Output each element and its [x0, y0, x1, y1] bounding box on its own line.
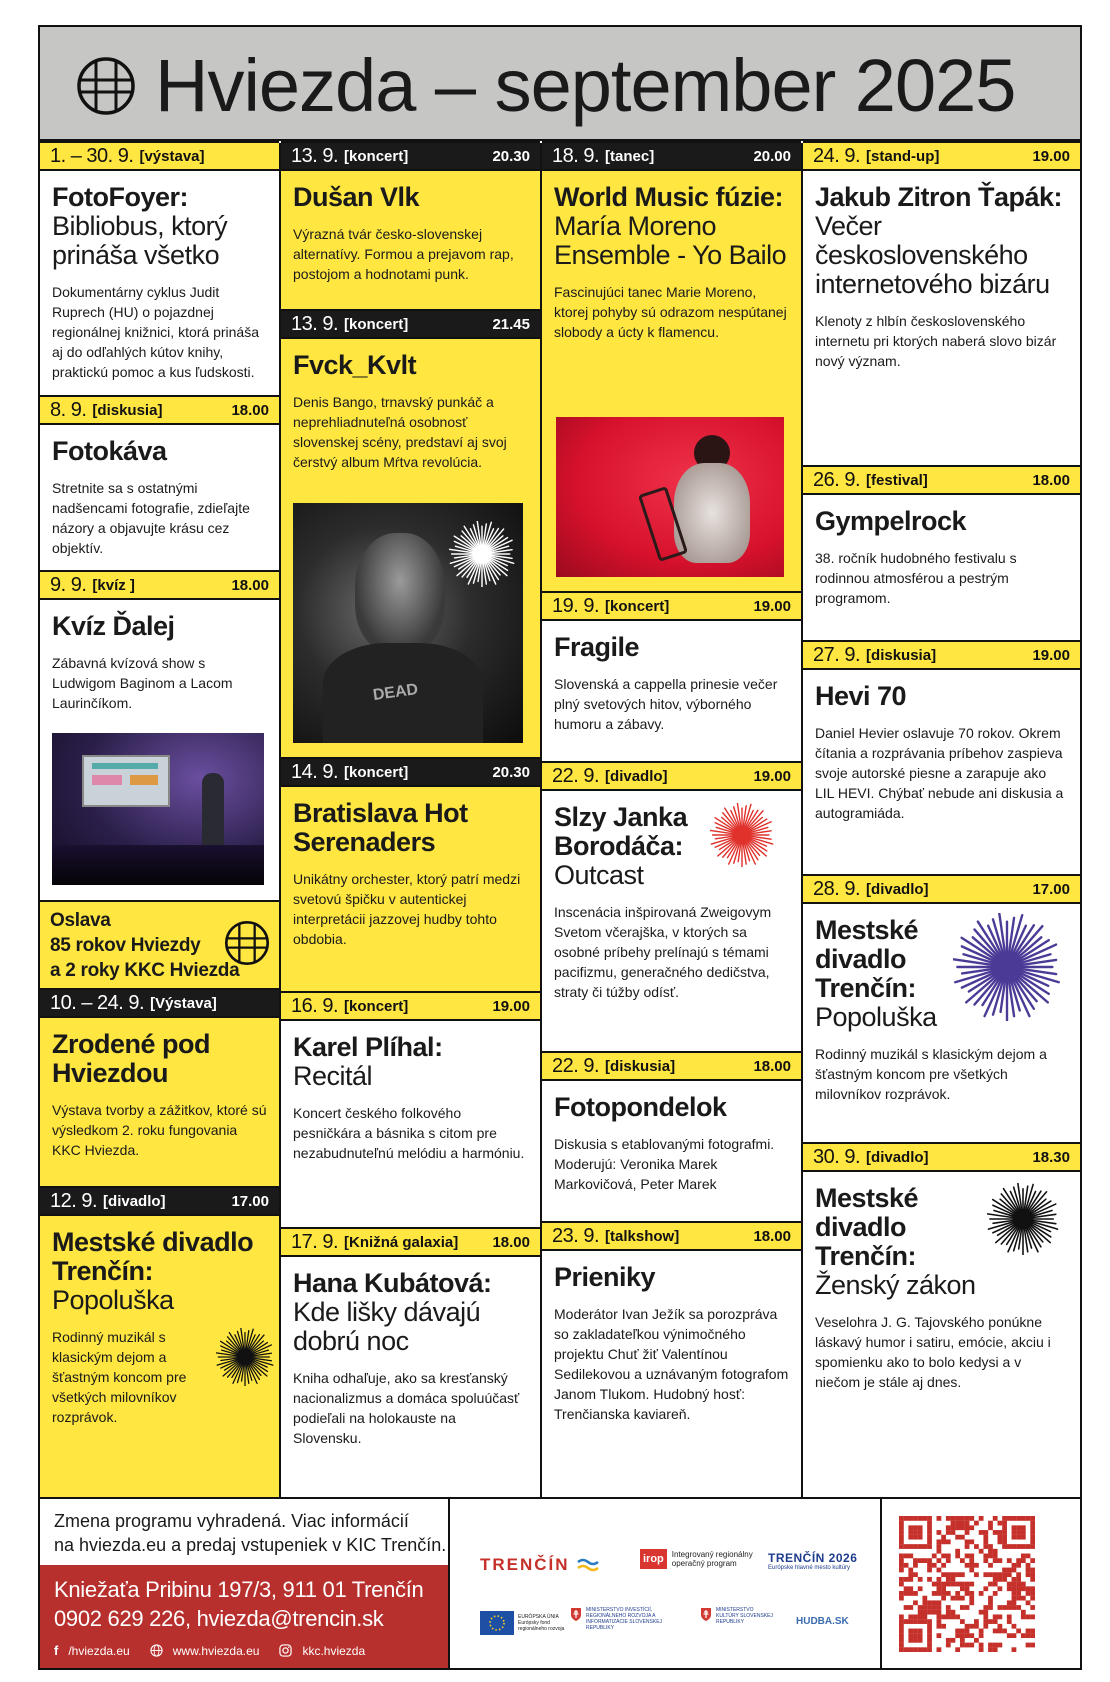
- column-4: [803, 143, 1080, 1497]
- event-category: [diskusia]: [866, 646, 937, 664]
- event-card: [40, 1018, 279, 1186]
- event-time: 18.00: [231, 576, 269, 594]
- starburst-white-icon: [449, 521, 515, 587]
- event-bar: [542, 1221, 801, 1251]
- event-bar: [40, 988, 279, 1018]
- ministry-culture-logo: MINISTERSTVO KULTÚRY SLOVENSKEJ REPUBLIKY: [700, 1607, 776, 1625]
- qr-code-image: [899, 1516, 1035, 1652]
- starburst-purple-icon: [953, 913, 1061, 1021]
- event-time: 17.00: [1032, 880, 1070, 898]
- address: Kniežaťa Pribinu 197/3, 911 01 Trenčín: [54, 1577, 424, 1602]
- note-line: na hviezda.eu a predaj vstupeniek v KIC Trenčín.: [54, 1535, 447, 1555]
- event-card: [281, 787, 540, 991]
- event-card: [803, 670, 1080, 874]
- trencin-logo: TRENČÍN: [480, 1555, 600, 1575]
- event-category: [koncert]: [344, 763, 409, 781]
- event-title: Fragile: [554, 632, 640, 662]
- event-description: Unikátny orchester, ktorý patrí medzi svetovú špičku v autentickej interpretácii jazzovej hudby tohto obdobia.: [293, 871, 521, 947]
- event-category: [diskusia]: [605, 1057, 676, 1075]
- event-description: Kniha odhaľuje, ako sa kresťanský nacionalizmus a domáca spoluúčasť podieľali na holokauste na Slovensku.: [293, 1370, 520, 1446]
- social-links: [54, 1643, 365, 1658]
- event-title: World Music fúzie: María Moreno Ensemble - Yo Bailo: [554, 182, 787, 270]
- event-bar: [40, 141, 279, 171]
- event-time: 20.30: [492, 147, 530, 165]
- event-time: 18.00: [1032, 471, 1070, 489]
- trencin-2026-logo: TRENČÍN 2026 Európske hlavné mesto kultúry: [768, 1551, 858, 1571]
- event-category: [kvíz ]: [92, 576, 135, 594]
- event-date: 14. 9.: [291, 760, 339, 783]
- event-bar: [542, 1051, 801, 1081]
- event-description: Rodinný muzikál s klasickým dejom a šťastným koncom pre všetkých milovníkov rozprávok.: [52, 1329, 187, 1425]
- event-bar: [281, 1227, 540, 1257]
- facebook-icon: f: [54, 1643, 59, 1658]
- event-category: [výstava]: [139, 147, 205, 165]
- event-bar: [542, 141, 801, 171]
- hudba-sk-logo: HUDBA.SK: [796, 1616, 849, 1627]
- event-time: 20.30: [492, 763, 530, 781]
- event-title: Dušan Vlk: [293, 182, 420, 212]
- event-time: 18.30: [1032, 1148, 1070, 1166]
- event-date: 12. 9.: [50, 1189, 98, 1212]
- event-title: Jakub Zitron Ťapák: Večer československého internetového bizáru: [815, 182, 1063, 299]
- event-time: 19.00: [492, 997, 530, 1015]
- event-time: 18.00: [753, 1227, 791, 1245]
- globe-icon: [150, 1644, 163, 1657]
- mirri-logo: MINISTERSTVO INVESTÍCIÍ, REGIONÁLNEHO ROZVOJA A INFORMATIZÁCIE SLOVENSKEJ REPUBLIKY: [570, 1607, 678, 1631]
- event-category: [festival]: [866, 471, 928, 489]
- event-time: 18.00: [753, 1057, 791, 1075]
- event-title: Prieniky: [554, 1262, 656, 1292]
- event-bar: [281, 141, 540, 171]
- event-bar: [281, 309, 540, 339]
- event-date: 13. 9.: [291, 144, 339, 167]
- event-title: Slzy Janka Borodáča: Outcast: [554, 802, 688, 890]
- event-description: Moderátor Ivan Ježík sa porozpráva so zakladateľkou výnimočného projektu Chuť žiť Valentínou Sedilekovou a uznávaným fotografom Janom Tlukom. Hudobný hosť: Trenčianska kaviareň.: [554, 1306, 789, 1422]
- event-date: 22. 9.: [552, 1054, 600, 1077]
- event-description: 38. ročník hudobného festivalu s rodinnou atmosférou a pestrým programom.: [815, 550, 1017, 606]
- partner-logos: [450, 1499, 880, 1668]
- event-date: 16. 9.: [291, 994, 339, 1017]
- footer: [40, 1497, 1080, 1668]
- event-description: Diskusia s etablovanými fotografmi. Moderujú: Veronika Marek Markovičová, Peter Marek: [554, 1136, 775, 1192]
- event-bar: [40, 570, 279, 600]
- facebook-link[interactable]: /hviezda.eu: [68, 1643, 130, 1658]
- promo-line: Oslava: [50, 910, 111, 931]
- qr-code[interactable]: [880, 1499, 1080, 1668]
- instagram-link[interactable]: kkc.hviezda: [302, 1643, 366, 1658]
- event-description: Fascinujúci tanec Marie Moreno, ktorej pohyby sú odrazom nespútanej slobody a úcty k flamencu.: [554, 284, 787, 340]
- event-time: 19.00: [753, 767, 791, 785]
- event-category: [koncert]: [344, 315, 409, 333]
- event-card: [803, 495, 1080, 640]
- event-card: [40, 171, 279, 395]
- starburst-black-icon: [987, 1183, 1059, 1255]
- event-title: Bratislava Hot Serenaders: [293, 798, 468, 857]
- starburst-black-icon: [216, 1328, 274, 1386]
- event-title: Zrodené pod Hviezdou: [52, 1029, 210, 1088]
- event-category: [divadlo]: [866, 1148, 929, 1166]
- event-category: [koncert]: [344, 147, 409, 165]
- event-time: 18.00: [492, 1233, 530, 1251]
- event-date: 13. 9.: [291, 312, 339, 335]
- event-date: 10. – 24. 9.: [50, 991, 145, 1014]
- event-category: [Výstava]: [150, 994, 217, 1012]
- event-category: [divadlo]: [605, 767, 668, 785]
- event-bar: [803, 640, 1080, 670]
- quiz-show-photo: [52, 733, 264, 885]
- hviezda-logo-icon: [224, 920, 270, 966]
- event-date: 8. 9.: [50, 398, 87, 421]
- event-time: 17.00: [231, 1192, 269, 1210]
- event-date: 27. 9.: [813, 643, 861, 666]
- event-title: Karel Plíhal: Recitál: [293, 1032, 443, 1091]
- event-bar: [281, 757, 540, 787]
- event-title: Kvíz Ďalej: [52, 611, 175, 641]
- promo-line: 85 rokov Hviezdy: [50, 935, 201, 956]
- event-bar: [40, 1186, 279, 1216]
- event-category: [koncert]: [605, 597, 670, 615]
- event-bar: [40, 395, 279, 425]
- note-line: Zmena programu vyhradená. Viac informácií: [54, 1511, 409, 1531]
- starburst-red-icon: [710, 803, 774, 867]
- event-category: [divadlo]: [866, 880, 929, 898]
- anniversary-promo: [40, 900, 279, 988]
- event-category: [koncert]: [344, 997, 409, 1015]
- event-category: [tanec]: [605, 147, 655, 165]
- column-1: [40, 143, 281, 1497]
- event-card: [542, 1081, 801, 1221]
- event-category: [diskusia]: [92, 401, 163, 419]
- event-bar: [542, 591, 801, 621]
- fvck-kvlt-photo: DEAD: [293, 503, 523, 743]
- event-card: [281, 1257, 540, 1497]
- event-category: [Knižná galaxia]: [344, 1233, 459, 1251]
- hviezda-logo-icon: [76, 56, 136, 116]
- event-title: Hevi 70: [815, 681, 907, 711]
- event-description: Výrazná tvár česko-slovenskej alternatívy. Formou a prejavom rap, postojom a hodnotami punk.: [293, 226, 514, 282]
- event-time: 20.00: [753, 147, 791, 165]
- event-date: 22. 9.: [552, 764, 600, 787]
- event-time: 18.00: [231, 401, 269, 419]
- event-description: Dokumentárny cyklus Judit Ruprech (HU) o pojazdnej regionálnej knižnici, ktorá prináša aj do odľahlých kútov knihy, praktickú pomoc a kus ľudskosti.: [52, 284, 259, 380]
- event-bar: [803, 465, 1080, 495]
- event-time: 21.45: [492, 315, 530, 333]
- poster: [38, 25, 1082, 1670]
- irop-logo: irop Integrovaný regionálny operačný program: [640, 1549, 762, 1569]
- event-card: [40, 425, 279, 570]
- event-date: 18. 9.: [552, 144, 600, 167]
- event-date: 28. 9.: [813, 877, 861, 900]
- event-description: Koncert českého folkového pesničkára a básnika s citom pre nezabudnuteľnú melódiu a harmóniu.: [293, 1105, 525, 1161]
- event-title: Fotokáva: [52, 436, 167, 466]
- event-date: 23. 9.: [552, 1224, 600, 1247]
- event-date: 26. 9.: [813, 468, 861, 491]
- program-note: [54, 1509, 446, 1557]
- event-title: Gympelrock: [815, 506, 967, 536]
- event-time: 19.00: [1032, 646, 1070, 664]
- event-title: Hana Kubátová: Kde lišky dávajú dobrú noc: [293, 1268, 492, 1356]
- event-time: 19.00: [1032, 147, 1070, 165]
- contact: 0902 629 226, hviezda@trencin.sk: [54, 1606, 384, 1631]
- website-link[interactable]: www.hviezda.eu: [172, 1643, 260, 1658]
- header: [40, 27, 1080, 141]
- event-bar: [803, 874, 1080, 904]
- event-date: 9. 9.: [50, 573, 87, 596]
- event-card: [281, 171, 540, 309]
- event-date: 19. 9.: [552, 594, 600, 617]
- event-description: Klenoty z hlbín československého internetu pri ktorých naberá slovo bizár nový význam.: [815, 313, 1057, 369]
- flamenco-dance-photo: [556, 417, 784, 577]
- event-bar: [803, 141, 1080, 171]
- event-description: Rodinný muzikál s klasickým dejom a šťastným koncom pre všetkých milovníkov rozprávok.: [815, 1046, 1047, 1102]
- event-description: Stretnite sa s ostatnými nadšencami fotografie, zdieľajte názory a objavujte krásu cez objektív.: [52, 480, 250, 556]
- event-category: [stand-up]: [866, 147, 940, 165]
- event-card: [542, 621, 801, 761]
- event-date: 1. – 30. 9.: [50, 144, 134, 167]
- event-date: 17. 9.: [291, 1230, 339, 1253]
- event-title: Fotopondelok: [554, 1092, 727, 1122]
- page-title: Hviezda – september 2025: [155, 44, 1016, 127]
- event-date: 24. 9.: [813, 144, 861, 167]
- event-title: Mestské divadlo Trenčín: Popoluška: [815, 915, 937, 1032]
- event-bar: [803, 1142, 1080, 1172]
- event-bar: [281, 991, 540, 1021]
- event-category: [divadlo]: [103, 1192, 166, 1210]
- event-description: Výstava tvorby a zážitkov, ktoré sú výsledkom 2. roku fungovania KKC Hviezda.: [52, 1102, 267, 1158]
- event-description: Daniel Hevier oslavuje 70 rokov. Okrem čítania a rozprávania príbehov zaspieva svoje autorské piesne a zarapuje ako LIL HEVI. Chýbať nebude ani diskusia a autogramiáda.: [815, 725, 1064, 821]
- event-date: 30. 9.: [813, 1145, 861, 1168]
- contact-block: [40, 1565, 448, 1668]
- event-title: Mestské divadlo Trenčín: Popoluška: [52, 1227, 254, 1315]
- event-card: [542, 1251, 801, 1497]
- event-description: Inscenácia inšpirovaná Zweigovym Svetom včerajška, v ktorých sa osobné príbehy prelínajú s témami pacifizmu, generačného dedičstva, straty či túžby odísť.: [554, 904, 772, 1000]
- footer-info: [40, 1499, 450, 1668]
- instagram-icon: [279, 1644, 292, 1657]
- promo-line: a 2 roky KKC Hviezda: [50, 960, 240, 981]
- event-title: Mestské divadlo Trenčín: Ženský zákon: [815, 1183, 976, 1300]
- event-bar: [542, 761, 801, 791]
- event-description: Veselohra J. G. Tajovského ponúkne láskavý humor i satiru, emócie, akciu i spomienku ako to bolo kedysi a v niečom je stále aj dnes.: [815, 1314, 1051, 1390]
- event-time: 19.00: [753, 597, 791, 615]
- event-card: [803, 171, 1080, 465]
- event-description: Denis Bango, trnavský punkáč a neprehliadnuteľná osobnosť slovenskej scény, predstaví aj svoj čerstvý album Mŕtva revolúcia.: [293, 394, 507, 470]
- eu-logo: EURÓPSKA ÚNIA Európsky fond regionálneho rozvoja: [480, 1611, 566, 1635]
- column-3: [542, 143, 803, 1497]
- column-2: [281, 143, 542, 1497]
- event-title: Fvck_Kvlt: [293, 350, 417, 380]
- event-category: [talkshow]: [605, 1227, 680, 1245]
- event-card: [281, 1021, 540, 1227]
- event-description: Zábavná kvízová show s Ludwigom Baginom a Lacom Laurinčíkom.: [52, 655, 233, 711]
- event-title: FotoFoyer: Bibliobus, ktorý prináša všetko: [52, 182, 228, 270]
- event-description: Slovenská a cappella prinesie večer plný svetových hitov, výborného humoru a zábavy.: [554, 676, 778, 732]
